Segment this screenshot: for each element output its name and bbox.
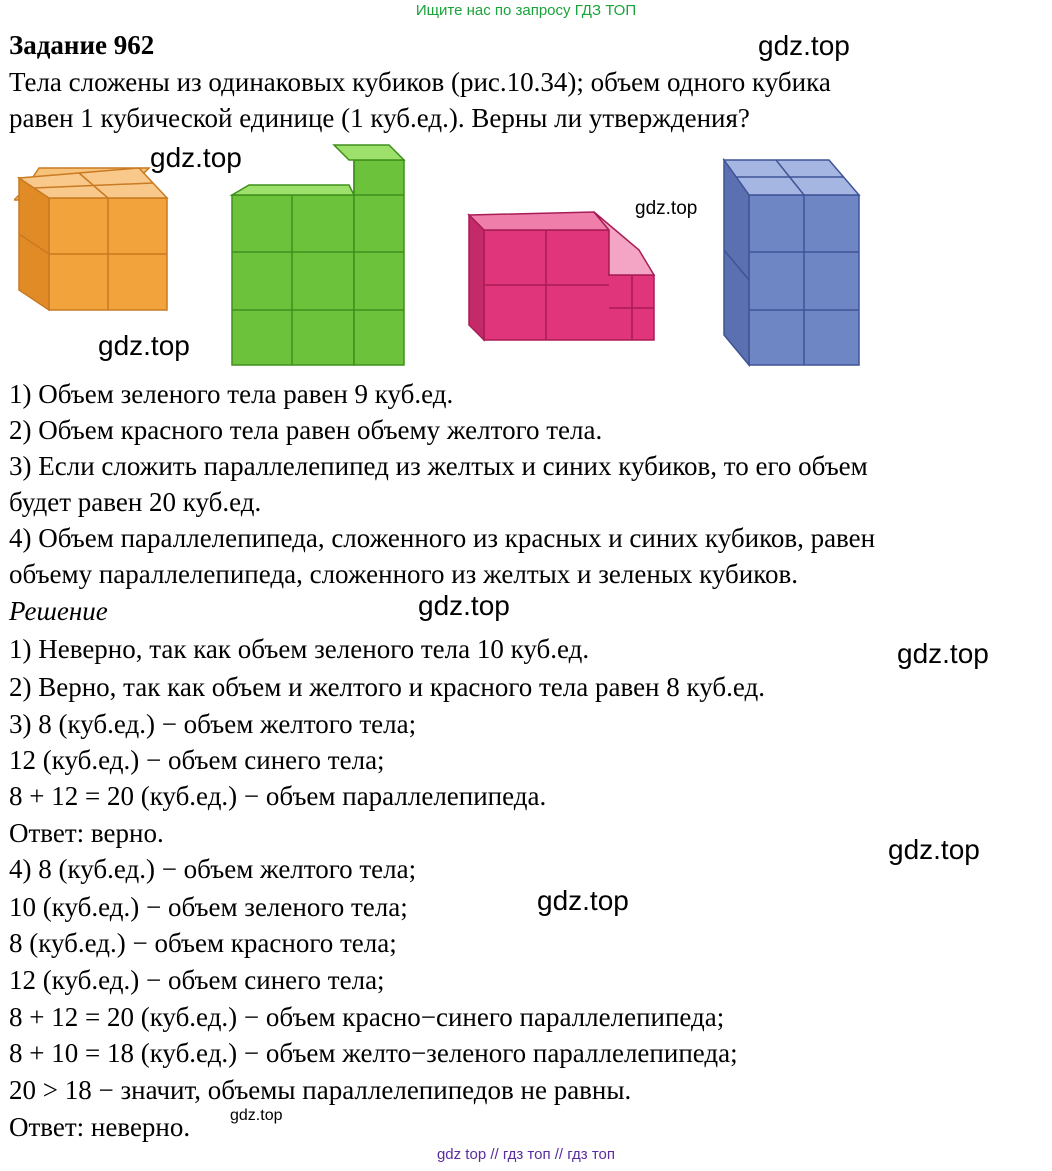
intro-line-2: равен 1 кубической единице (1 куб.ед.). Верны ли утверждения? (9, 103, 750, 133)
solution-line: 8 + 12 = 20 (куб.ед.) − объем параллелепипеда. (9, 781, 547, 811)
watermark: gdz.top (758, 30, 850, 61)
statement-4-cont: объему параллелепипеда, сложенного из желтых и зеленых кубиков. (9, 559, 798, 589)
watermark: gdz.top (635, 198, 698, 219)
watermark: gdz.top (98, 330, 190, 361)
intro-line-1: Тела сложены из одинаковых кубиков (рис.10.34); объем одного кубика (9, 67, 831, 97)
watermark: gdz.top (537, 885, 629, 916)
solution-line: 12 (куб.ед.) − объем синего тела; (9, 745, 385, 775)
solution-line: 20 > 18 − значит, объемы параллелепипедов не равны. (9, 1075, 632, 1105)
solution-line: 4) 8 (куб.ед.) − объем желтого тела; (9, 854, 417, 884)
task-title: Задание 962 (9, 30, 155, 60)
blue-body (724, 160, 859, 365)
statement-2: 2) Объем красного тела равен объему желтого тела. (9, 415, 603, 445)
solution-line: 12 (куб.ед.) − объем синего тела; (9, 965, 385, 995)
solution-line: 10 (куб.ед.) − объем зеленого тела; (9, 892, 408, 922)
solution-heading: Решение (9, 596, 108, 626)
statement-3: 3) Если сложить параллелепипед из желтых и синих кубиков, то его объем (9, 451, 868, 481)
solution-line: Ответ: верно. (9, 818, 164, 848)
solution-line: 1) Неверно, так как объем зеленого тела 10 куб.ед. (9, 634, 590, 664)
solution-line: 8 + 10 = 18 (куб.ед.) − объем желто−зеленого параллелепипеда; (9, 1038, 738, 1068)
statement-1: 1) Объем зеленого тела равен 9 куб.ед. (9, 379, 454, 409)
footer-links[interactable]: gdz top // гдз топ // гдз топ (436, 1146, 616, 1163)
watermark: gdz.top (230, 1107, 283, 1124)
yellow-body (14, 168, 167, 310)
solution-line: 8 + 12 = 20 (куб.ед.) − объем красно−синего параллелепипеда; (9, 1002, 725, 1032)
statement-3-cont: будет равен 20 куб.ед. (9, 487, 262, 517)
watermark: gdz.top (150, 142, 242, 173)
watermark: gdz.top (888, 834, 980, 865)
watermark: gdz.top (897, 638, 989, 669)
watermark: gdz.top (418, 590, 510, 621)
search-hint-link[interactable]: Ищите нас по запросу ГДЗ ТОП (415, 2, 637, 19)
green-body (232, 145, 404, 365)
red-body (469, 212, 654, 340)
statement-4: 4) Объем параллелепипеда, сложенного из красных и синих кубиков, равен (9, 523, 876, 553)
solution-line: 8 (куб.ед.) − объем красного тела; (9, 928, 397, 958)
solution-line: 3) 8 (куб.ед.) − объем желтого тела; (9, 709, 417, 739)
solution-line: Ответ: неверно. (9, 1112, 191, 1142)
solution-line: 2) Верно, так как объем и желтого и красного тела равен 8 куб.ед. (9, 672, 765, 702)
